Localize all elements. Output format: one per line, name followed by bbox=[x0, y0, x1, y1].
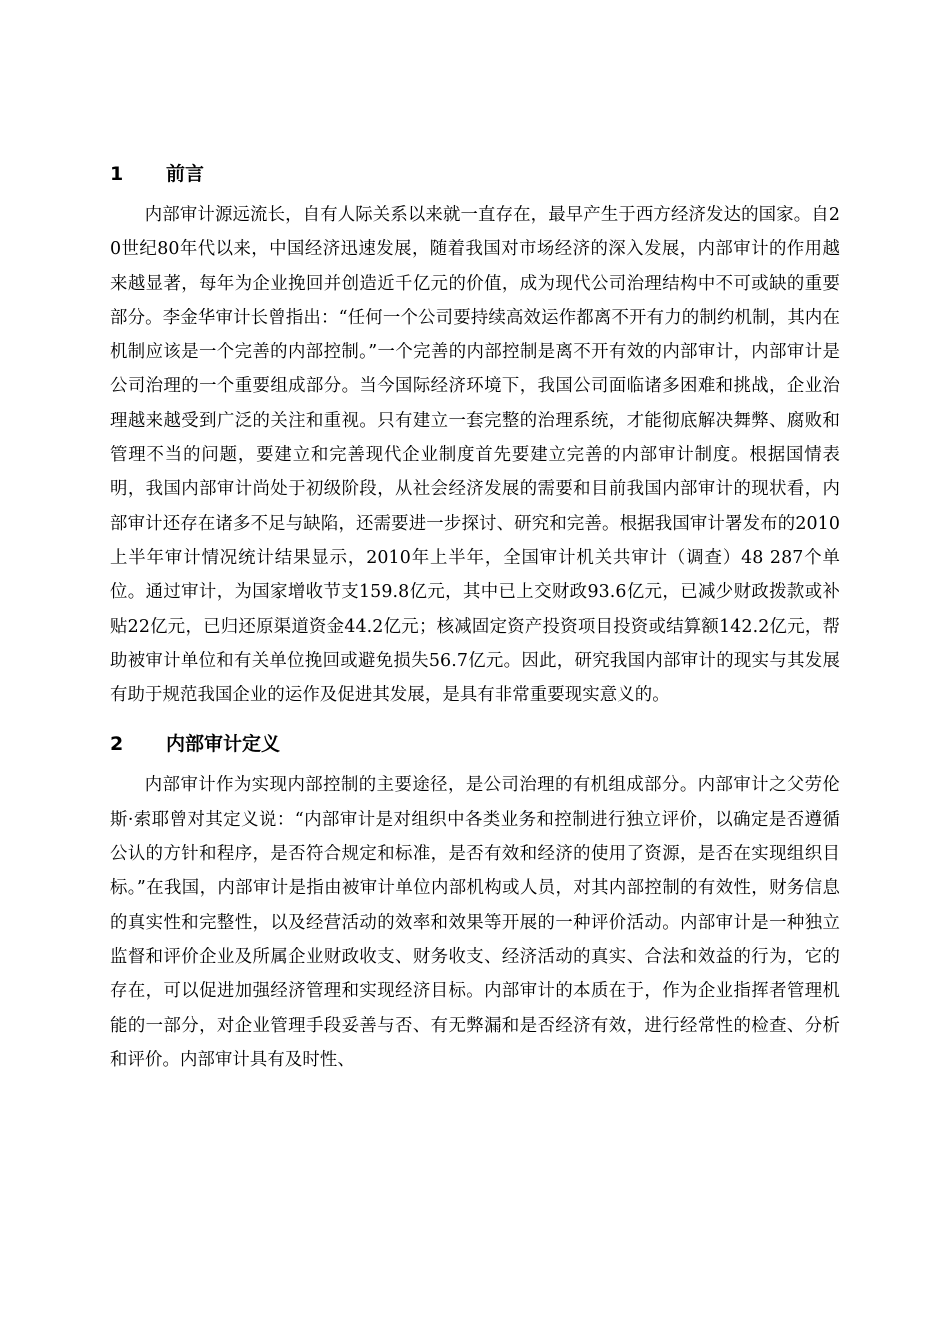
section-title: 前言 bbox=[166, 163, 205, 185]
definition-paragraph: 内部审计作为实现内部控制的主要途径，是公司治理的有机组成部分。内部审计之父劳伦斯·索耶曾对其定义说：“内部审计是对组织中各类业务和控制进行独立评价，以确定是否遵循公认的方针和程序，是否符合规定和标准，是否有效和经济的使用了资源，是否在实现组织目标。”在我国，内部审计是指由被审计单位内部机构或人员，对其内部控制的有效性，财务信息的真实性和完整性，以及经营活动的效率和效果等开展的一种评价活动。内部审计是一种独立监督和评价企业及所属企业财政收支、财务收支、经济活动的真实、合法和效益的行为，它的存在，可以促进加强经济管理和实现经济目标。内部审计的本质在于，作为企业指挥者管理机能的一部分，对企业管理手段妥善与否、有无弊漏和是否经济有效，进行经常性的检查、分析和评价。内部审计具有及时性、 bbox=[110, 775, 840, 1070]
preface-paragraph: 内部审计源远流长，自有人际关系以来就一直存在，最早产生于西方经济发达的国家。自20世纪80年代以来，中国经济迅速发展，随着我国对市场经济的深入发展，内部审计的作用越来越显著，每年为企业挽回并创造近千亿元的价值，成为现代公司治理结构中不可或缺的重要部分。李金华审计长曾指出：“任何一个公司要持续高效运作都离不开有力的制约机制，其内在机制应该是一个完善的内部控制。”一个完善的内部控制是离不开有效的内部审计，内部审计是公司治理的一个重要组成部分。当今国际经济环境下，我国公司面临诸多困难和挑战，企业治理越来越受到广泛的关注和重视。只有建立一套完整的治理系统，才能彻底解决舞弊、腐败和管理不当的问题，要建立和完善现代企业制度首先要建立完善的内部审计制度。根据国情表明，我国内部审计尚处于初级阶段，从社会经济发展的需要和目前我国内部审计的现状看，内部审计还存在诸多不足与缺陷，还需要进一步探讨、研究和完善。根据我国审计署发布的2010上半年审计情况统计结果显示，2010年上半年，全国审计机关共审计（调查）48 287个单位。通过审计，为国家增收节支159.8亿元，其中已上交财政93.6亿元，已减少财政拨款或补贴22亿元，已归还原渠道资金44.2亿元；核减固定资产投资项目投资或结算额142.2亿元，帮助被审计单位和有关单位挽回或避免损失56.7亿元。因此，研究我国内部审计的现实与其发展有助于规范我国企业的运作及促进其发展，是具有非常重要现实意义的。 bbox=[110, 205, 840, 706]
section-number: 1 bbox=[110, 163, 124, 185]
section-title: 内部审计定义 bbox=[166, 733, 281, 756]
section-number: 2 bbox=[110, 733, 124, 756]
section-heading-preface bbox=[110, 150, 840, 198]
section-heading-definition bbox=[110, 720, 840, 768]
document-page bbox=[110, 150, 840, 1077]
